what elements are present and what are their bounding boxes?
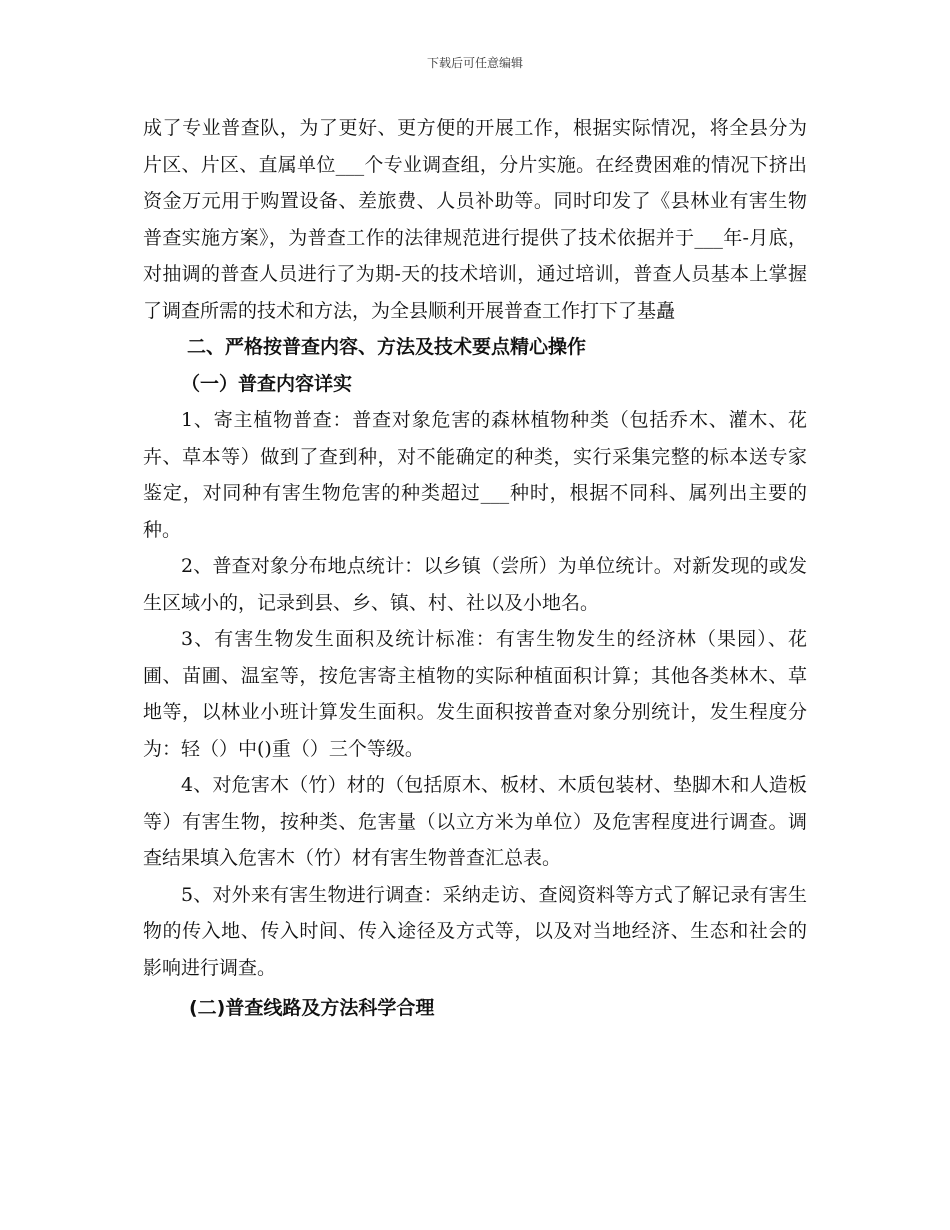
list-item-2: 2、普查对象分布地点统计：以乡镇（尝所）为单位统计。对新发现的或发生区域小的，记录到县、乡、镇、村、社以及小地名。 bbox=[143, 555, 807, 614]
document-body bbox=[143, 110, 807, 1027]
list-item-5: 5、对外来有害生物进行调查：采纳走访、查阅资料等方式了解记录有害生物的传入地、传入时间、传入途径及方式等，以及对当地经济、生态和社会的影响进行调查。 bbox=[143, 883, 807, 979]
list-item-4: 4、对危害木（竹）材的（包括原木、板材、木质包装材、垫脚木和人造板等）有害生物，按种类、危害量（以立方米为单位）及危害程度进行调查。调查结果填入危害木（竹）材有害生物普查汇总表。 bbox=[143, 774, 807, 869]
section-heading-2: 二、严格按普查内容、方法及技术要点精心操作 bbox=[187, 336, 587, 358]
list-item-3: 3、有害生物发生面积及统计标准：有害生物发生的经济林（果园）、花圃、苗圃、温室等，按危害寄主植物的实际种植面积计算；其他各类林木、草地等，以林业小班计算发生面积。发生面积按普查对象分别统计，发生程度分为：轻（）中()重（）三个等级。 bbox=[143, 628, 807, 760]
subsection-heading-2: (二)普查线路及方法科学合理 bbox=[189, 997, 435, 1019]
page-header-note: 下载后可任意编辑 bbox=[426, 56, 523, 70]
list-item-1: 1、寄主植物普查：普查对象危害的森林植物种类（包括乔木、灌木、花卉、草本等）做到了查到种，对不能确定的种类，实行采集完整的标本送专家鉴定，对同种有害生物危害的种类超过___种时，根据不同科、属列出主要的种。 bbox=[143, 409, 807, 541]
subsection-heading-1: （一）普查内容详实 bbox=[181, 372, 353, 395]
paragraph-intro: 成了专业普查队，为了更好、更方便的开展工作，根据实际情况，将全县分为片区、片区、直属单位___个专业调查组，分片实施。在经费困难的情况下挤出资金万元用于购置设备、差旅费、人员补助等。同时印发了《县林业有害生物普查实施方案》，为普查工作的法律规范进行提供了技术依据并于___年-月底，对抽调的普查人员进行了为期-天的技术培训，通过培训，普查人员基本上掌握了调查所需的技术和方法，为全县顺利开展普查工作打下了基矗 bbox=[143, 117, 807, 322]
